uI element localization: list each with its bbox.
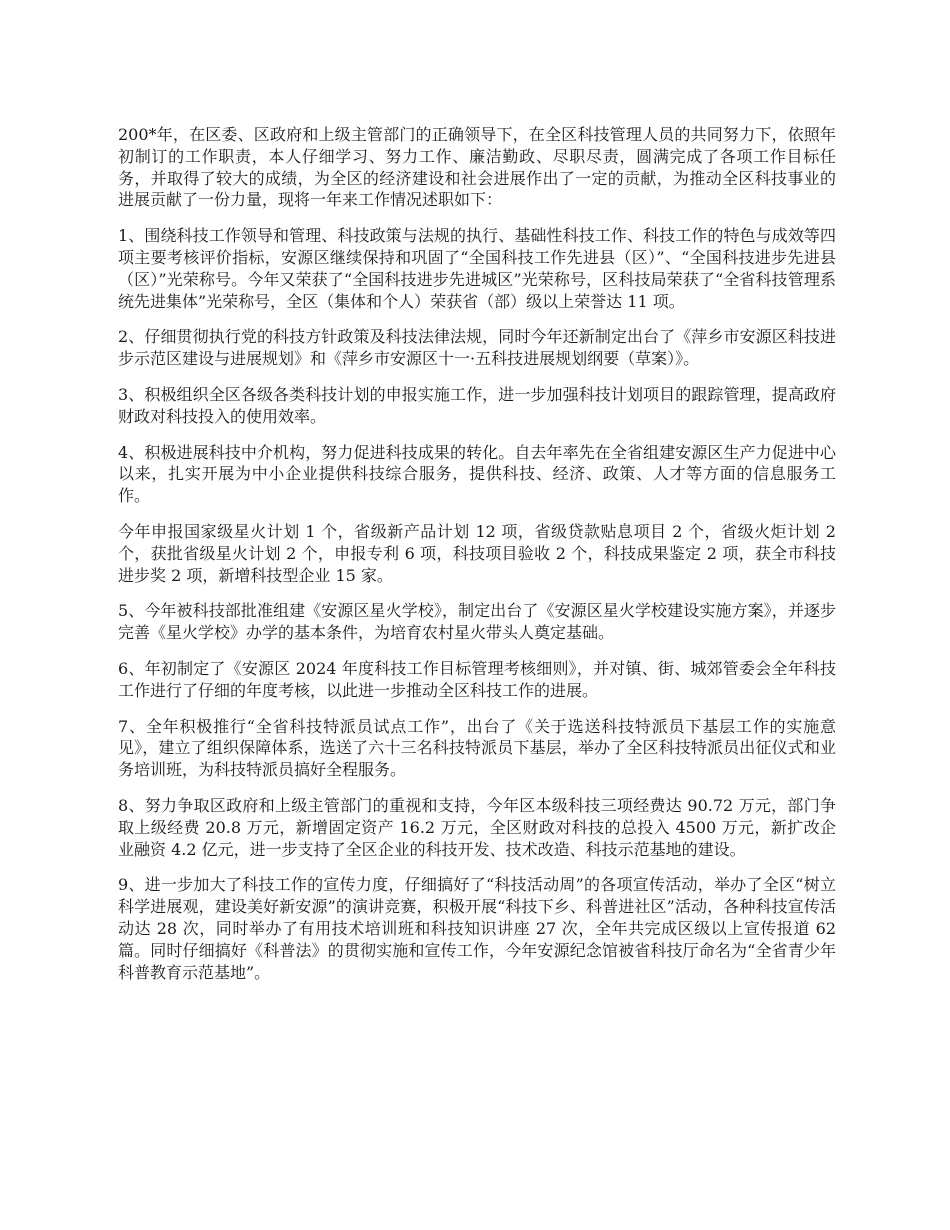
intro-paragraph: 200*年，在区委、区政府和上级主管部门的正确领导下，在全区科技管理人员的共同努力下，依照年初制订的工作职责，本人仔细学习、努力工作、廉洁勤政、尽职尽责，圆满完成了各项工作目标任务，并取得了较大的成绩，为全区的经济建设和社会进展作出了一定的贡献，为推动全区科技事业的进展贡献了一份力量，现将一年来工作情况述职如下： xyxy=(118,125,836,210)
paragraph-item-4: 4、积极进展科技中介机构，努力促进科技成果的转化。自去年率先在全省组建安源区生产力促进中心以来，扎实开展为中小企业提供科技综合服务，提供科技、经济、政策、人才等方面的信息服务工作。 xyxy=(118,442,836,506)
paragraph-item-9: 9、进一步加大了科技工作的宣传力度，仔细搞好了“科技活动周”的各项宣传活动，举办了全区“树立科学进展观，建设美好新安源”的演讲竞赛，积极开展“科技下乡、科普进社区”活动，各种科技宣传活动达 28 次，同时举办了有用技术培训班和科技知识讲座 27 次，全年共完成区级以上宣传报道 62 篇。同时仔细搞好《科普法》的贯彻实施和宣传工作，今年安源纪念馆被省科技厅命名为“全省青少年科普教育示范基地”。 xyxy=(118,875,836,982)
paragraph-item-5: 5、今年被科技部批准组建《安源区星火学校》，制定出台了《安源区星火学校建设实施方案》，并逐步完善《星火学校》办学的基本条件，为培育农村星火带头人奠定基础。 xyxy=(118,601,836,643)
paragraph-item-6: 6、年初制定了《安源区 2024 年度科技工作目标管理考核细则》，并对镇、街、城郊管委会全年科技工作进行了仔细的年度考核，以此进一步推动全区科技工作的进展。 xyxy=(118,658,836,700)
paragraph-item-7: 7、全年积极推行“全省科技特派员试点工作”，出台了《关于选送科技特派员下基层工作的实施意见》，建立了组织保障体系，选送了六十三名科技特派员下基层，举办了全区科技特派员出征仪式和业务培训班，为科技特派员搞好全程服务。 xyxy=(118,716,836,780)
document-body xyxy=(118,124,836,997)
paragraph-item-1: 1、围绕科技工作领导和管理、科技政策与法规的执行、基础性科技工作、科技工作的特色与成效等四项主要考核评价指标，安源区继续保持和巩固了“全国科技工作先进县（区）”、“全国科技进步先进县（区）”光荣称号。今年又荣获了“全国科技进步先进城区”光荣称号，区科技局荣获了“全省科技管理系统先进集体”光荣称号，全区（集体和个人）荣获省（部）级以上荣誉达 11 项。 xyxy=(118,226,836,311)
paragraph-item-8: 8、努力争取区政府和上级主管部门的重视和支持，今年区本级科技三项经费达 90.72 万元，部门争取上级经费 20.8 万元，新增固定资产 16.2 万元，全区财政对科技的总投入 4500 万元，新扩改企业融资 4.2 亿元，进一步支持了全区企业的科技开发、技术改造、科技示范基地的建设。 xyxy=(118,795,836,859)
paragraph-item-2: 2、仔细贯彻执行党的科技方针政策及科技法律法规，同时今年还新制定出台了《萍乡市安源区科技进步示范区建设与进展规划》和《萍乡市安源区十一·五科技进展规划纲要（草案）》。 xyxy=(118,327,836,369)
paragraph-item-3: 3、积极组织全区各级各类科技计划的申报实施工作，进一步加强科技计划项目的跟踪管理，提高政府财政对科技投入的使用效率。 xyxy=(118,384,836,426)
paragraph-item-4-detail: 今年申报国家级星火计划 1 个，省级新产品计划 12 项，省级贷款贴息项目 2 个，省级火炬计划 2 个，获批省级星火计划 2 个，申报专利 6 项，科技项目验收 2 个，科技成果鉴定 2 项，获全市科技进步奖 2 项，新增科技型企业 15 家。 xyxy=(118,521,836,585)
